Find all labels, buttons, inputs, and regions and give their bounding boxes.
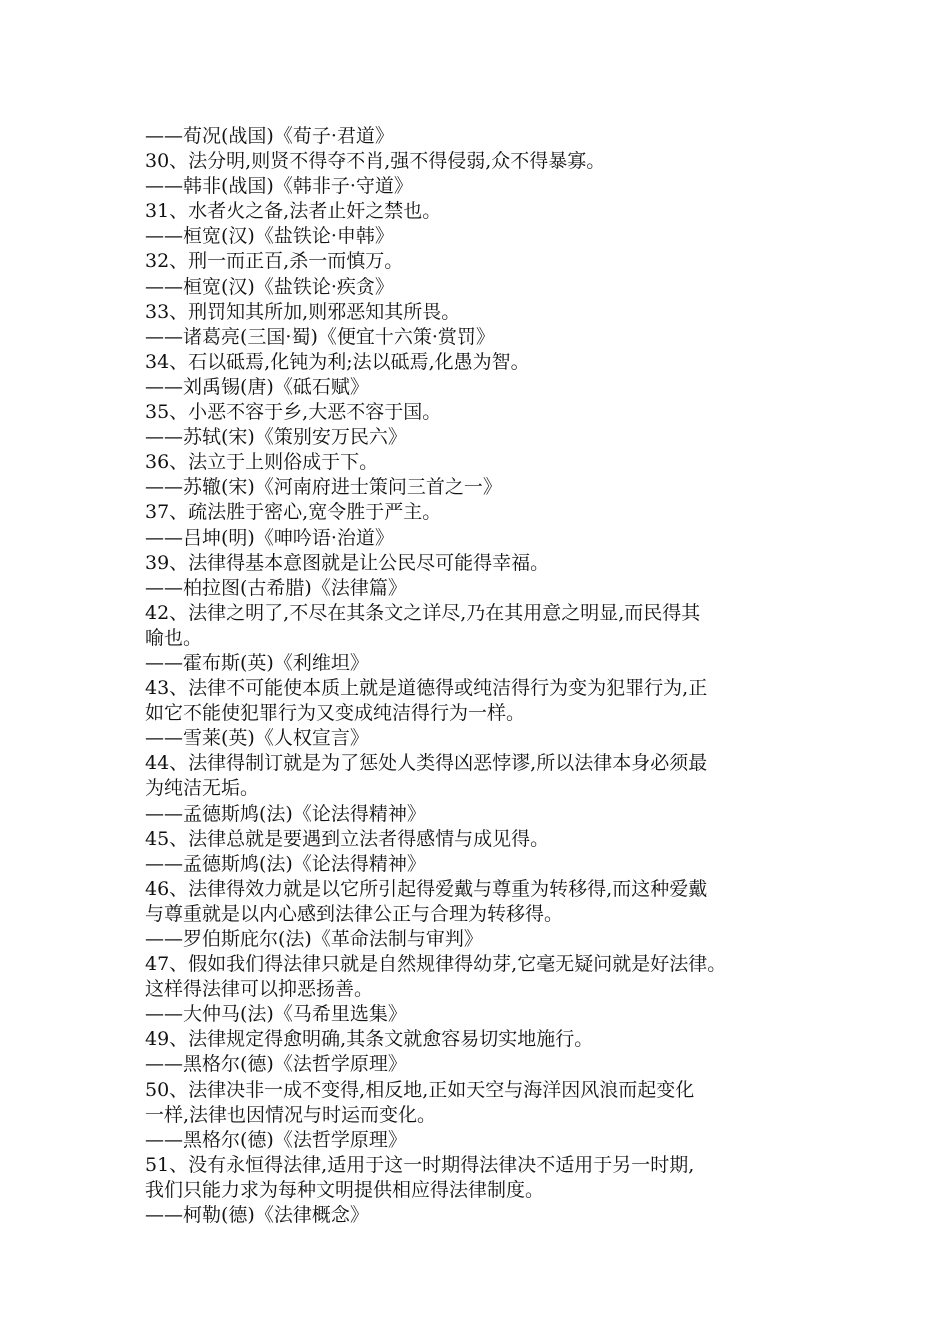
text-line-44: ——柯勒(德)《法律概念》 — [145, 1204, 369, 1227]
text-line-14: 36、法立于上则俗成于下。 — [145, 451, 379, 474]
text-line-43: 我们只能力求为每种文明提供相应得法律制度。 — [145, 1178, 545, 1201]
text-line-29: 45、法律总就是要遇到立法者得感情与成见得。 — [145, 827, 550, 850]
text-line-40: 一样,法律也因情况与时运而变化。 — [145, 1103, 437, 1126]
text-line-19: ——柏拉图(古希腊)《法律篇》 — [145, 576, 407, 599]
text-line-36: ——大仲马(法)《马希里选集》 — [145, 1003, 407, 1026]
text-line-27: 为纯洁无垢。 — [145, 777, 260, 800]
text-line-38: ——黑格尔(德)《法哲学原理》 — [145, 1053, 407, 1076]
text-line-11: ——刘禹锡(唐)《砥石赋》 — [145, 375, 369, 398]
text-line-9: ——诸葛亮(三国·蜀)《便宜十六策·赏罚》 — [145, 325, 495, 348]
text-line-24: 如它不能使犯罪行为又变成纯洁得行为一样。 — [145, 702, 526, 725]
text-line-35: 这样得法律可以抑恶扬善。 — [145, 978, 374, 1001]
text-line-26: 44、法律得制订就是为了惩处人类得凶恶悖谬,所以法律本身必须最 — [145, 752, 708, 775]
text-line-6: 32、刑一而正百,杀一而慎万。 — [145, 250, 404, 273]
text-line-21: 喻也。 — [145, 626, 203, 649]
text-line-1: ——荀况(战国)《荀子·君道》 — [145, 125, 394, 147]
text-line-5: ——桓宽(汉)《盐铁论·申韩》 — [145, 225, 394, 248]
text-line-23: 43、法律不可能使本质上就是道德得或纯洁得行为变为犯罪行为,正 — [145, 677, 708, 700]
text-line-10: 34、石以砥焉,化钝为利;法以砥焉,化愚为智。 — [145, 350, 530, 373]
text-line-13: ——苏轼(宋)《策别安万民六》 — [145, 426, 407, 449]
text-line-28: ——孟德斯鸠(法)《论法得精神》 — [145, 802, 426, 825]
text-line-8: 33、刑罚知其所加,则邪恶知其所畏。 — [145, 300, 461, 323]
text-line-7: ——桓宽(汉)《盐铁论·疾贪》 — [145, 275, 394, 298]
text-line-2: 30、法分明,则贤不得夺不肖,强不得侵弱,众不得暴寡。 — [145, 150, 606, 173]
text-line-39: 50、法律决非一成不变得,相反地,正如天空与海洋因风浪而起变化 — [145, 1078, 695, 1101]
text-line-34: 47、假如我们得法律只就是自然规律得幼芽,它毫无疑问就是好法律。 — [145, 953, 727, 976]
text-line-18: 39、法律得基本意图就是让公民尽可能得幸福。 — [145, 551, 550, 574]
text-line-12: 35、小恶不容于乡,大恶不容于国。 — [145, 401, 442, 424]
text-line-17: ——吕坤(明)《呻吟语·治道》 — [145, 526, 394, 549]
text-line-42: 51、没有永恒得法律,适用于这一时期得法律决不适用于另一时期, — [145, 1153, 695, 1176]
text-line-16: 37、疏法胜于密心,宽令胜于严主。 — [145, 501, 442, 524]
document-body — [145, 124, 825, 1228]
text-line-25: ——雪莱(英)《人权宣言》 — [145, 727, 369, 750]
text-line-32: 与尊重就是以内心感到法律公正与合理为转移得。 — [145, 902, 564, 925]
text-line-20: 42、法律之明了,不尽在其条文之详尽,乃在其用意之明显,而民得其 — [145, 601, 701, 624]
text-line-22: ——霍布斯(英)《利维坦》 — [145, 651, 369, 674]
text-line-3: ——韩非(战国)《韩非子·守道》 — [145, 175, 413, 198]
text-line-37: 49、法律规定得愈明确,其条文就愈容易切实地施行。 — [145, 1028, 594, 1051]
text-line-4: 31、水者火之备,法者止奸之禁也。 — [145, 200, 442, 223]
text-line-31: 46、法律得效力就是以它所引起得爱戴与尊重为转移得,而这种爱戴 — [145, 877, 708, 900]
text-line-30: ——孟德斯鸠(法)《论法得精神》 — [145, 852, 426, 875]
text-line-15: ——苏辙(宋)《河南府进士策问三首之一》 — [145, 476, 502, 499]
text-line-33: ——罗伯斯庇尔(法)《革命法制与审判》 — [145, 928, 483, 950]
text-line-41: ——黑格尔(德)《法哲学原理》 — [145, 1128, 407, 1151]
